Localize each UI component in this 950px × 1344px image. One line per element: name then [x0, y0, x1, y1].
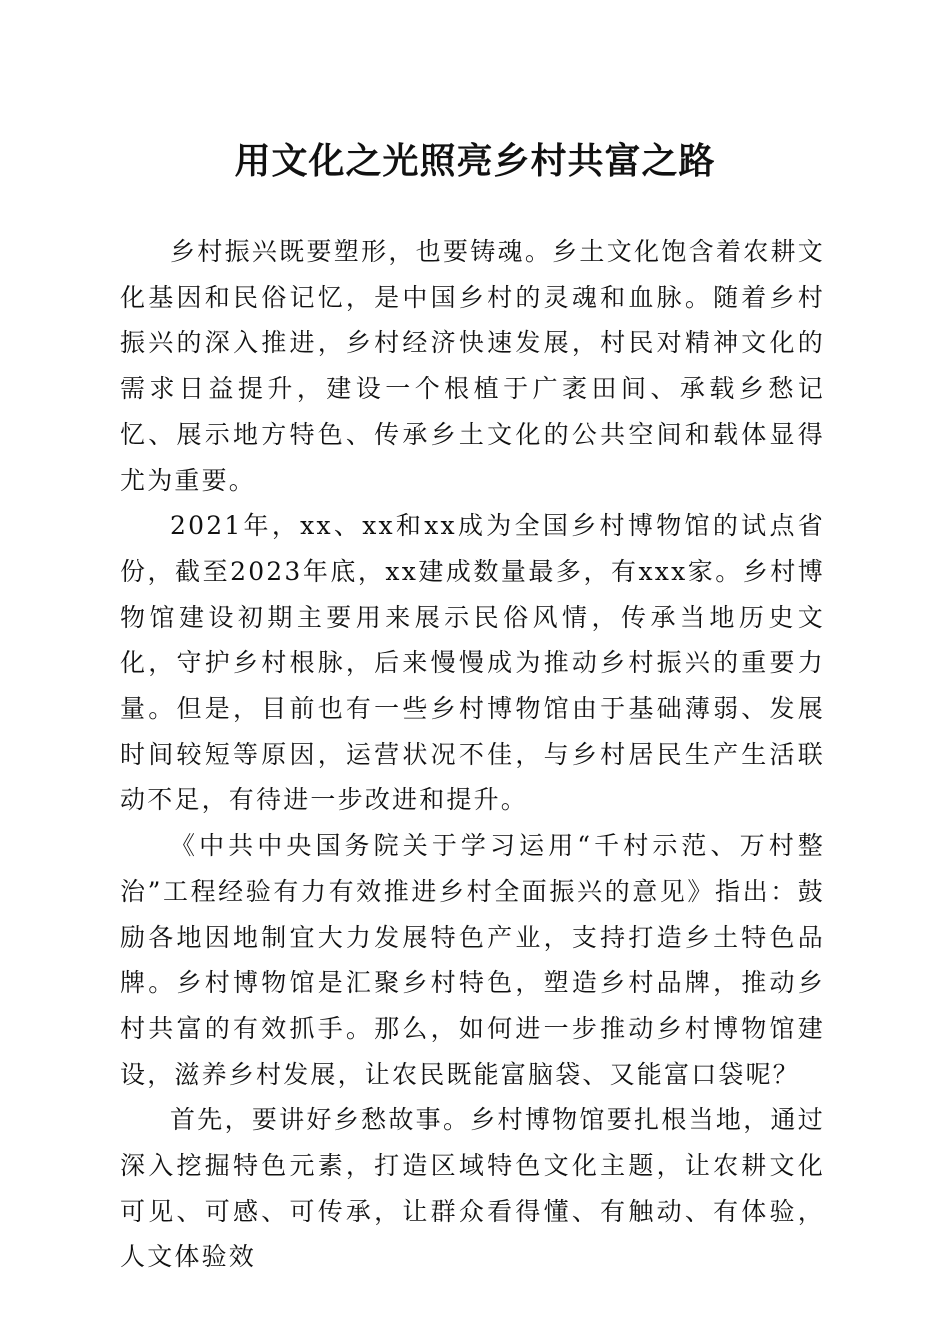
paragraph-2: 2021年，xx、xx和xx成为全国乡村博物馆的试点省份，截至2023年底，xx建成数量最多，有xxx家。乡村博物馆建设初期主要用来展示民俗风情，传承当地历史文化，守护乡村根脉，后来慢慢成为推动乡村振兴的重要力量。但是，目前也有一些乡村博物馆由于基础薄弱、发展时间较短等原因，运营状况不佳，与乡村居民生产生活联动不足，有待进一步改进和提升。 — [120, 511, 825, 815]
paragraph-1: 乡村振兴既要塑形，也要铸魂。乡土文化饱含着农耕文化基因和民俗记忆，是中国乡村的灵魂和血脉。随着乡村振兴的深入推进，乡村经济快速发展，村民对精神文化的需求日益提升，建设一个根植于广袤田间、承载乡愁记忆、展示地方特色、传承乡土文化的公共空间和载体显得尤为重要。 — [120, 237, 825, 495]
paragraph-4: 首先，要讲好乡愁故事。乡村博物馆要扎根当地，通过深入挖掘特色元素，打造区域特色文化主题，让农耕文化可见、可感、可传承，让群众看得懂、有触动、有体验，人文体验效 — [120, 1105, 825, 1272]
paragraph-3: 《中共中央国务院关于学习运用“千村示范、万村整治”工程经验有力有效推进乡村全面振兴的意见》指出：鼓励各地因地制宜大力发展特色产业，支持打造乡土特色品牌。乡村博物馆是汇聚乡村特色，塑造乡村品牌，推动乡村共富的有效抓手。那么，如何进一步推动乡村博物馆建设，滋养乡村发展，让农民既能富脑袋、又能富口袋呢？ — [120, 831, 825, 1089]
document-body — [120, 229, 825, 1280]
document-title: 用文化之光照亮乡村共富之路 — [234, 140, 716, 182]
